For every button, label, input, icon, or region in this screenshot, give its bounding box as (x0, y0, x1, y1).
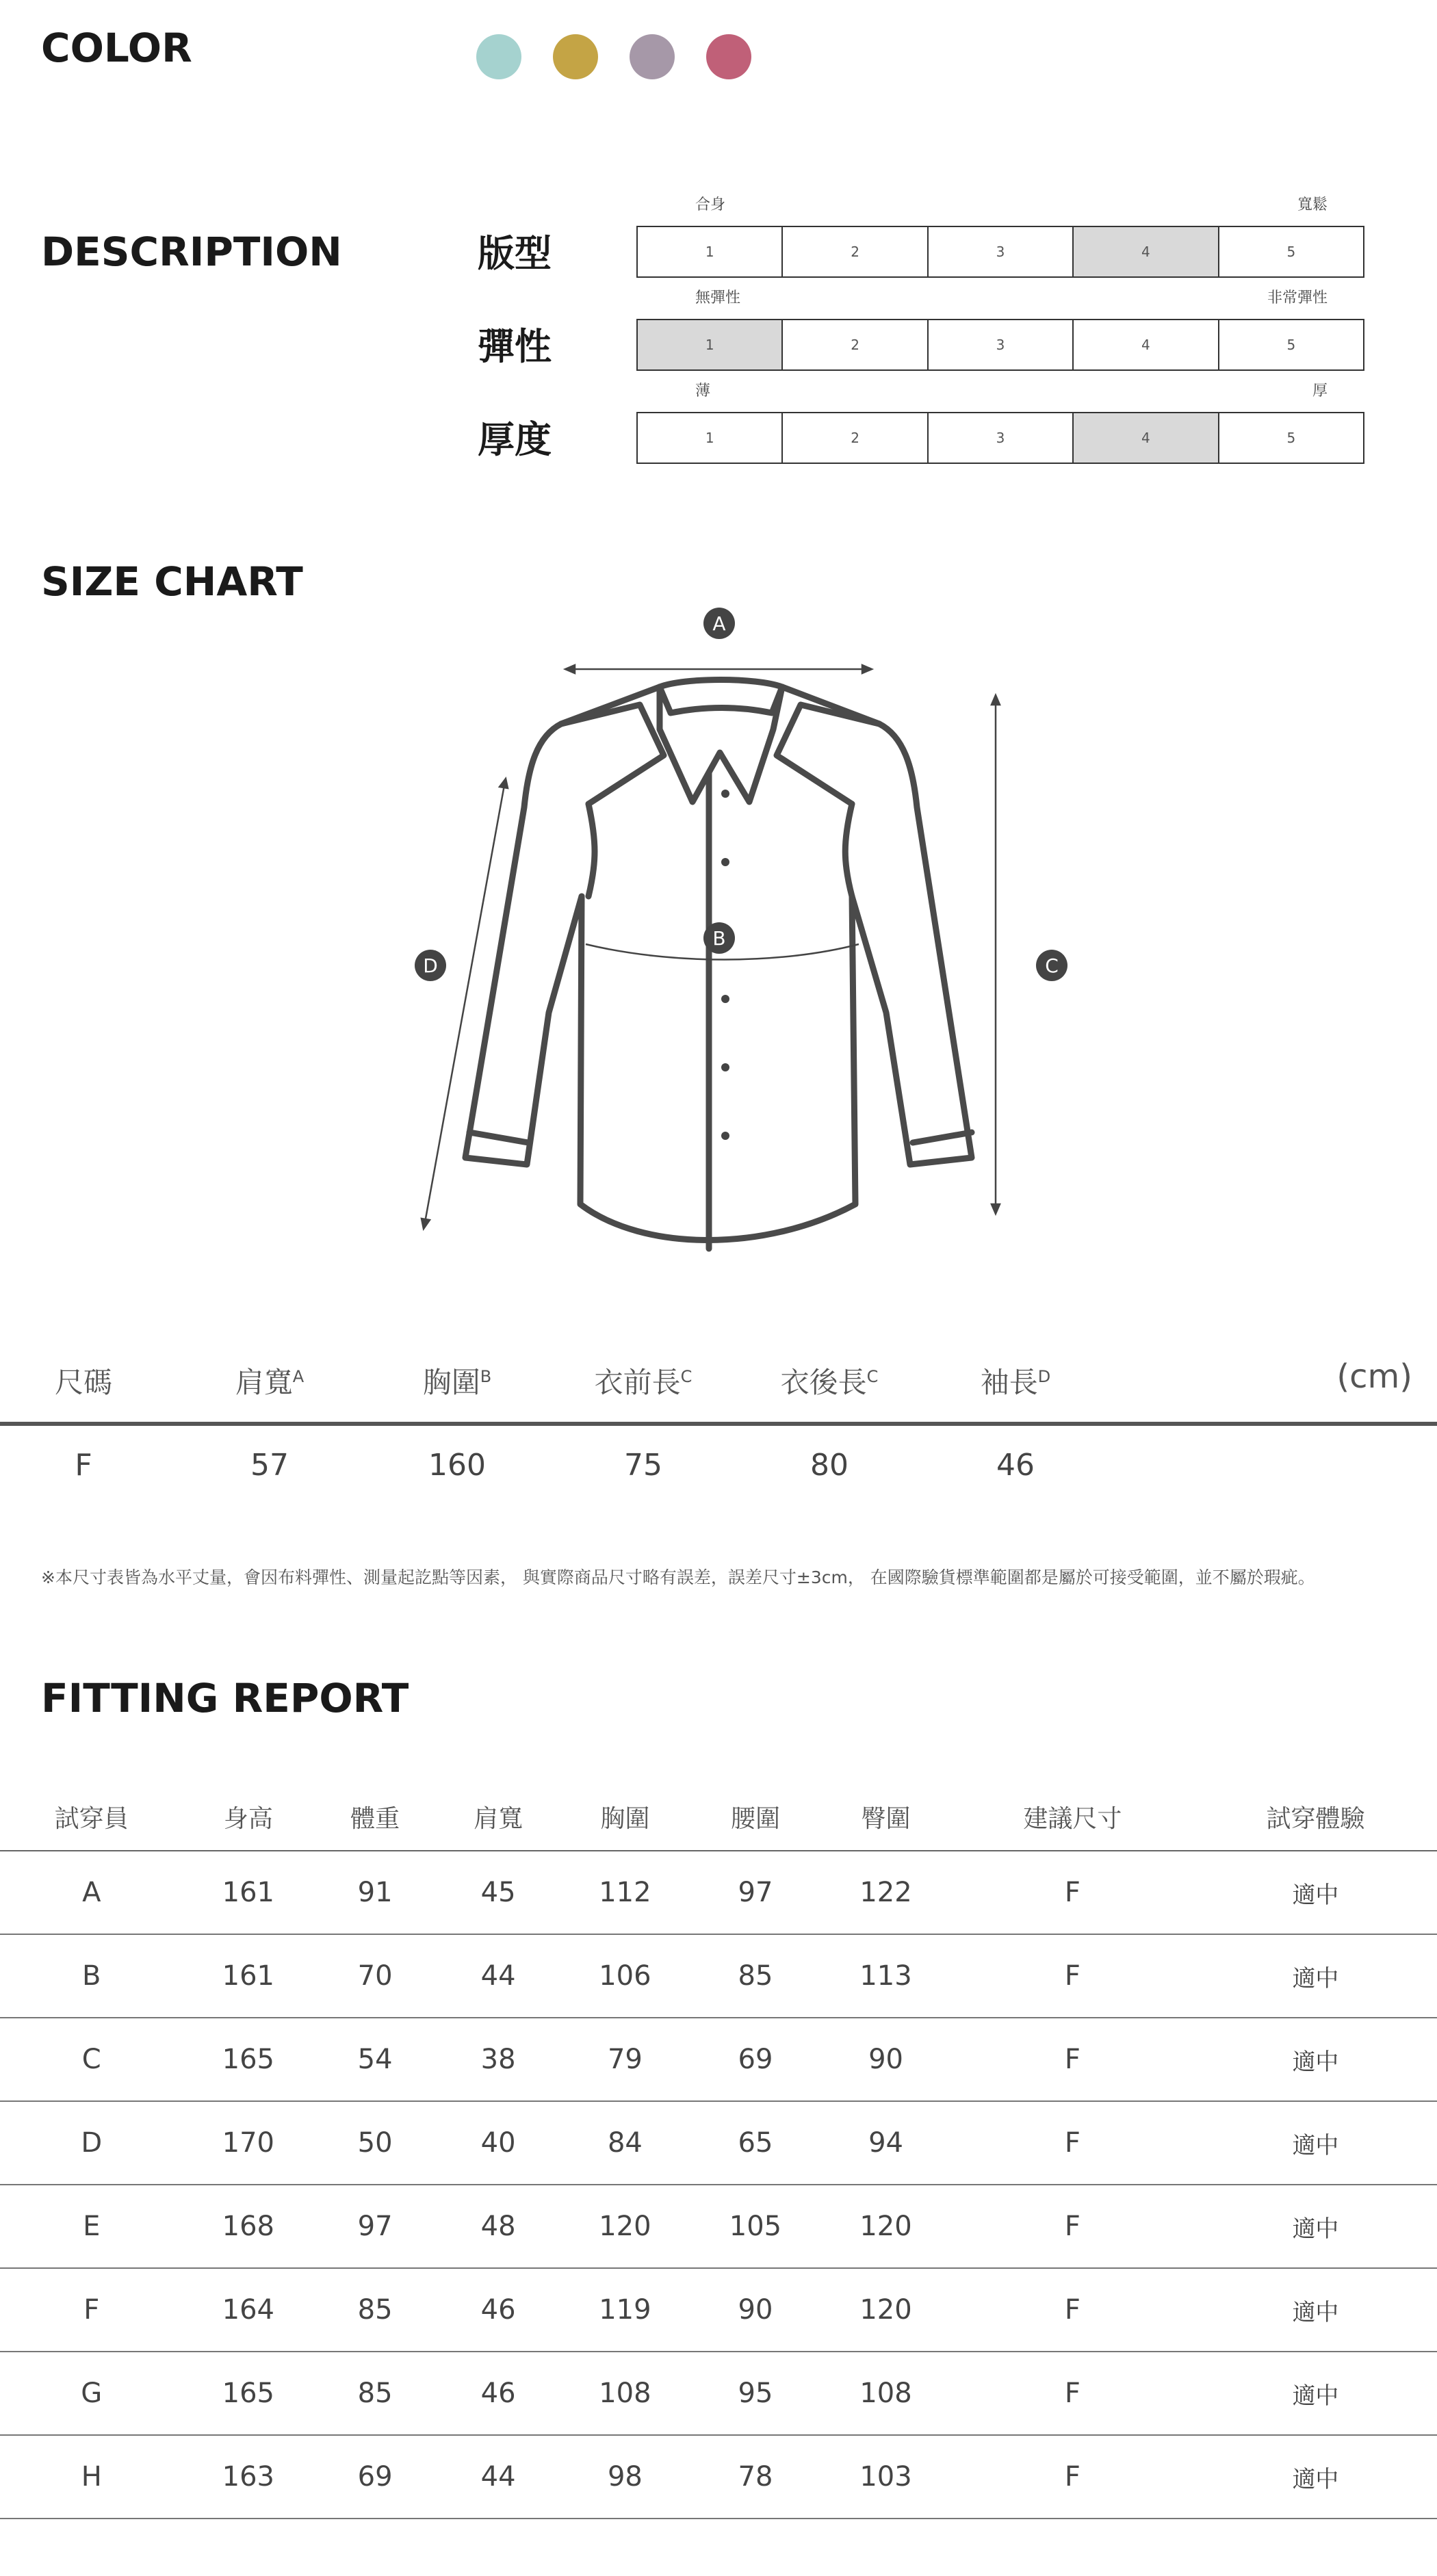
table-cell: 108 (560, 2352, 690, 2435)
scale-label: 彈性 (478, 325, 552, 368)
marker-d: D (415, 950, 446, 981)
table-cell: 106 (560, 1934, 690, 2018)
table-cell: F (951, 1934, 1194, 2018)
table-cell: 108 (820, 2352, 951, 2435)
table-cell: 適中 (1194, 2268, 1437, 2352)
table-cell: H (0, 2435, 183, 2519)
table-cell: 45 (437, 1851, 560, 1934)
table-cell: 113 (820, 1934, 951, 2018)
fitting-header-cell: 體重 (313, 1783, 437, 1851)
size-header-label: 肩寬 (235, 1366, 293, 1399)
size-header-label: 袖長 (980, 1366, 1038, 1399)
table-cell: 70 (313, 1934, 437, 2018)
scale-bar (636, 319, 1364, 371)
color-swatch-mustard[interactable] (553, 34, 598, 79)
table-cell: 112 (560, 1851, 690, 1934)
table-cell: 38 (437, 2018, 560, 2101)
size-unit: (cm) (1336, 1357, 1412, 1396)
size-header (423, 1360, 491, 1401)
table-cell: 69 (313, 2435, 437, 2519)
scale-cell: 3 (929, 227, 1074, 276)
table-cell: 65 (690, 2101, 821, 2185)
shirt-diagram (383, 602, 1067, 1259)
table-cell: 90 (690, 2268, 821, 2352)
table-cell: 44 (437, 2435, 560, 2519)
table-cell: F (951, 1851, 1194, 1934)
table-cell: 165 (183, 2352, 314, 2435)
size-header-label: 衣後長 (780, 1366, 867, 1399)
size-value: 57 (250, 1448, 289, 1483)
table-row (0, 1934, 1437, 2018)
scale-cell: 3 (929, 413, 1074, 463)
table-cell: 79 (560, 2018, 690, 2101)
size-header-label: 尺碼 (54, 1366, 113, 1399)
table-cell: 85 (690, 1934, 821, 2018)
table-cell: F (951, 2018, 1194, 2101)
table-cell: 103 (820, 2435, 951, 2519)
color-title: COLOR (41, 25, 192, 71)
table-cell: E (0, 2185, 183, 2268)
fitting-header-cell: 建議尺寸 (951, 1783, 1194, 1851)
fitting-report-title: FITTING REPORT (41, 1675, 409, 1721)
table-cell: B (0, 1934, 183, 2018)
table-cell: 適中 (1194, 1934, 1437, 2018)
table-cell: F (951, 2352, 1194, 2435)
table-cell: 適中 (1194, 2018, 1437, 2101)
size-header (781, 1360, 879, 1401)
table-cell: 161 (183, 1934, 314, 2018)
size-note: ※本尺寸表皆為水平丈量，會因布料彈性、測量起訖點等因素， 與實際商品尺寸略有誤差，誤差尺寸±3cm， 在國際驗貨標準範圍都是屬於可接受範圍，並不屬於瑕疵。 (41, 1567, 1315, 1587)
size-value: 160 (428, 1448, 486, 1483)
table-cell: 98 (560, 2435, 690, 2519)
color-swatch-lilac-grey[interactable] (630, 34, 675, 79)
table-cell: 97 (313, 2185, 437, 2268)
size-header (55, 1360, 112, 1401)
scale-right-end: 非常彈性 (1267, 289, 1328, 307)
table-cell: F (951, 2101, 1194, 2185)
table-cell: 適中 (1194, 1851, 1437, 1934)
table-cell: 85 (313, 2268, 437, 2352)
size-value: 46 (996, 1448, 1035, 1483)
scale-cell: 2 (783, 413, 928, 463)
scale-cell: 4 (1074, 227, 1219, 276)
scale-cell: 2 (783, 227, 928, 276)
table-cell: 120 (820, 2268, 951, 2352)
scale-cell: 4 (1074, 413, 1219, 463)
table-cell: 78 (690, 2435, 821, 2519)
table-cell: 69 (690, 2018, 821, 2101)
table-cell: F (951, 2435, 1194, 2519)
fitting-header-cell: 身高 (183, 1783, 314, 1851)
fitting-header-cell: 試穿體驗 (1194, 1783, 1437, 1851)
table-cell: 122 (820, 1851, 951, 1934)
table-cell: G (0, 2352, 183, 2435)
color-swatch-rose[interactable] (706, 34, 751, 79)
size-header (595, 1360, 692, 1401)
table-cell: 適中 (1194, 2185, 1437, 2268)
table-cell: 120 (560, 2185, 690, 2268)
table-cell: 54 (313, 2018, 437, 2101)
table-cell: 85 (313, 2352, 437, 2435)
table-cell: 163 (183, 2435, 314, 2519)
table-cell: 適中 (1194, 2101, 1437, 2185)
table-row (0, 2101, 1437, 2185)
table-cell: 40 (437, 2101, 560, 2185)
table-cell: C (0, 2018, 183, 2101)
scale-cell: 2 (783, 320, 928, 369)
table-row (0, 1851, 1437, 1934)
fitting-table (0, 1783, 1437, 2519)
scale-left-end: 薄 (695, 382, 711, 400)
size-chart-title: SIZE CHART (41, 558, 303, 605)
size-header-label: 衣前長 (594, 1366, 681, 1399)
table-row (0, 2268, 1437, 2352)
table-cell: 50 (313, 2101, 437, 2185)
table-cell: 90 (820, 2018, 951, 2101)
table-cell: D (0, 2101, 183, 2185)
description-title: DESCRIPTION (41, 229, 342, 275)
table-cell: 適中 (1194, 2352, 1437, 2435)
fitting-header-cell: 試穿員 (0, 1783, 183, 1851)
marker-a: A (703, 608, 735, 639)
table-cell: 161 (183, 1851, 314, 1934)
table-cell: 94 (820, 2101, 951, 2185)
scale-label: 版型 (478, 232, 552, 275)
table-cell: 105 (690, 2185, 821, 2268)
scale-bar (636, 226, 1364, 278)
scale-cell: 1 (638, 320, 783, 369)
size-value: 75 (624, 1448, 662, 1483)
table-cell: 適中 (1194, 2435, 1437, 2519)
scale-cell: 4 (1074, 320, 1219, 369)
table-cell: F (0, 2268, 183, 2352)
color-swatch-mint[interactable] (476, 34, 521, 79)
size-header (981, 1360, 1051, 1401)
table-row (0, 2435, 1437, 2519)
table-cell: 48 (437, 2185, 560, 2268)
table-cell: 46 (437, 2268, 560, 2352)
size-header (235, 1360, 304, 1401)
table-cell: 170 (183, 2101, 314, 2185)
size-header-marker: D (1037, 1367, 1051, 1386)
table-cell: F (951, 2185, 1194, 2268)
size-value: F (75, 1448, 92, 1483)
table-row (0, 2352, 1437, 2435)
size-value: 80 (810, 1448, 849, 1483)
scale-cell: 1 (638, 227, 783, 276)
table-cell: 91 (313, 1851, 437, 1934)
size-header-label: 胸圍 (422, 1366, 480, 1399)
table-row (0, 2018, 1437, 2101)
fitting-header-cell: 腰圍 (690, 1783, 821, 1851)
fitting-header-row (0, 1783, 1437, 1851)
table-cell: 95 (690, 2352, 821, 2435)
scale-left-end: 無彈性 (695, 289, 741, 307)
table-cell: 168 (183, 2185, 314, 2268)
marker-b: B (703, 922, 735, 954)
scale-bar (636, 412, 1364, 464)
table-cell: 44 (437, 1934, 560, 2018)
size-header-marker: B (480, 1367, 492, 1386)
scale-cell: 5 (1286, 337, 1296, 353)
table-cell: F (951, 2268, 1194, 2352)
scale-cell: 5 (1286, 244, 1296, 260)
size-table-divider (0, 1422, 1437, 1426)
scale-cell: 1 (638, 413, 783, 463)
scale-right-end: 寬鬆 (1297, 196, 1328, 213)
table-cell: 165 (183, 2018, 314, 2101)
table-cell: 164 (183, 2268, 314, 2352)
size-header-marker: C (680, 1367, 692, 1386)
scale-cell: 5 (1286, 430, 1296, 446)
table-cell: A (0, 1851, 183, 1934)
scale-label: 厚度 (478, 418, 552, 461)
table-cell: 84 (560, 2101, 690, 2185)
marker-c: C (1036, 950, 1067, 981)
table-cell: 97 (690, 1851, 821, 1934)
table-cell: 119 (560, 2268, 690, 2352)
table-cell: 46 (437, 2352, 560, 2435)
scale-cell: 3 (929, 320, 1074, 369)
table-row (0, 2185, 1437, 2268)
size-header-marker: C (866, 1367, 879, 1386)
size-header-marker: A (292, 1367, 305, 1386)
fitting-header-cell: 肩寬 (437, 1783, 560, 1851)
fitting-header-cell: 胸圍 (560, 1783, 690, 1851)
scale-left-end: 合身 (695, 196, 726, 213)
table-cell: 120 (820, 2185, 951, 2268)
scale-right-end: 厚 (1312, 382, 1328, 400)
fitting-header-cell: 臀圍 (820, 1783, 951, 1851)
